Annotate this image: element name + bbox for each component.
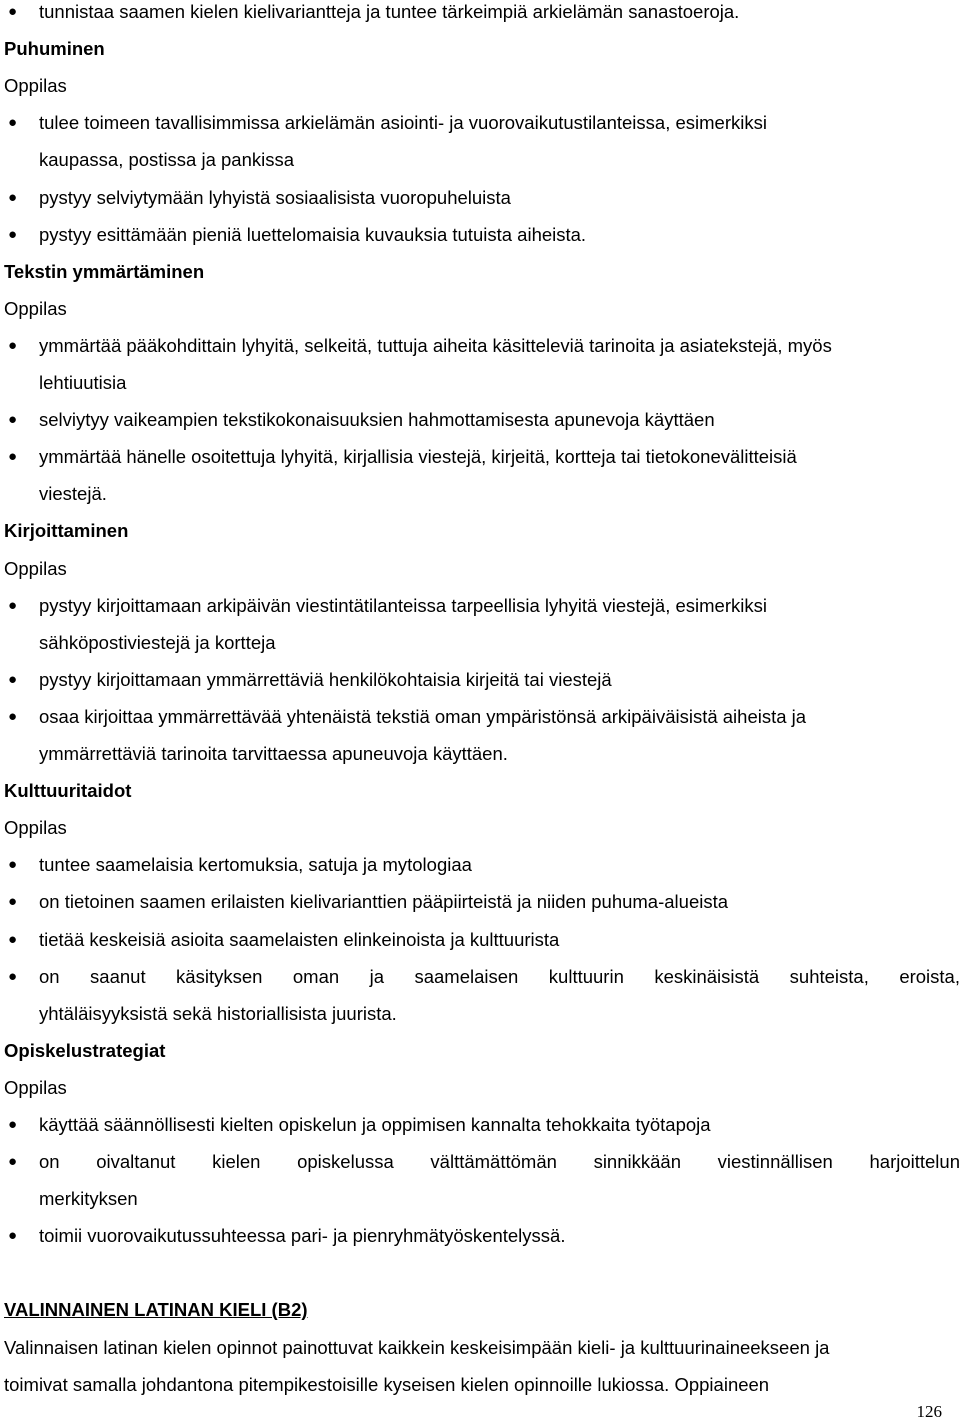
list-item-continuation: ymmärrettäviä tarinoita tarvittaessa apuneuvoja käyttäen.: [39, 743, 508, 764]
list-item-continuation: merkityksen: [39, 1188, 138, 1209]
list-item-text: pystyy kirjoittamaan arkipäivän viestintätilanteissa tarpeellisia lyhyitä viestejä, esimerkiksi: [39, 595, 767, 616]
bullet-icon: ●: [8, 671, 18, 688]
paragraph-line: Valinnaisen latinan kielen opinnot painottuvat kaikkein keskeisimpään kieli- ja kulttuurinaineekseen ja: [4, 1337, 830, 1358]
bullet-icon: ●: [8, 1153, 18, 1170]
bullet-icon: ●: [8, 411, 18, 428]
bullet-icon: ●: [8, 931, 18, 948]
bullet-icon: ●: [8, 708, 18, 725]
list-item-text: on saanut käsityksen oman ja saamelaisen kulttuurin keskinäisistä suhteista, eroista,: [39, 966, 960, 987]
bullet-icon: ●: [8, 337, 18, 354]
section-heading: Opiskelustrategiat: [4, 1040, 166, 1061]
list-item-text: tulee toimeen tavallisimmissa arkielämän asiointi- ja vuorovaikutustilanteissa, esimerkiksi: [39, 112, 767, 133]
list-item-continuation: sähköpostiviestejä ja kortteja: [39, 632, 276, 653]
bullet-icon: ●: [8, 114, 18, 131]
bullet-icon: ●: [8, 856, 18, 873]
chapter-title: VALINNAINEN LATINAN KIELI (B2): [4, 1299, 308, 1320]
list-item-continuation: lehtiuutisia: [39, 372, 127, 393]
bullet-icon: ●: [8, 3, 18, 20]
list-item-text: pystyy esittämään pieniä luettelomaisia kuvauksia tutuista aiheista.: [39, 224, 587, 245]
list-item-text: pystyy kirjoittamaan ymmärrettäviä henkilökohtaisia kirjeitä tai viestejä: [39, 669, 612, 690]
bullet-icon: ●: [8, 226, 18, 243]
bullet-icon: ●: [8, 893, 18, 910]
page-number: 126: [916, 1402, 942, 1421]
section-heading: Tekstin ymmärtäminen: [4, 261, 205, 282]
list-item-text: toimii vuorovaikutussuhteessa pari- ja pienryhmätyöskentelyssä.: [39, 1225, 566, 1246]
paragraph-line: Oppilas: [4, 75, 67, 96]
section-heading: Kulttuuritaidot: [4, 780, 132, 801]
list-item-continuation: yhtäläisyyksistä sekä historiallisista juurista.: [39, 1003, 397, 1024]
section-heading: Kirjoittaminen: [4, 520, 129, 541]
section-heading: Puhuminen: [4, 38, 105, 59]
paragraph-line: toimivat samalla johdantona pitempikestoisille kyseisen kielen opinnoille lukiossa. Oppiaineen: [4, 1374, 770, 1395]
bullet-icon: ●: [8, 1227, 18, 1244]
bullet-icon: ●: [8, 597, 18, 614]
list-item-text: ymmärtää pääkohdittain lyhyitä, selkeitä, tuttuja aiheita käsitteleviä tarinoita ja asiatekstejä, myös: [39, 335, 832, 356]
list-item-text: selviytyy vaikeampien tekstikokonaisuuksien hahmottamisesta apunevoja käyttäen: [39, 409, 715, 430]
paragraph-line: Oppilas: [4, 558, 67, 579]
list-item-text: tuntee saamelaisia kertomuksia, satuja ja mytologiaa: [39, 854, 472, 875]
list-item-text: osaa kirjoittaa ymmärrettävää yhtenäistä tekstiä oman ympäristönsä arkipäiväisistä aiheista ja: [39, 706, 807, 727]
bullet-icon: ●: [8, 968, 18, 985]
bullet-icon: ●: [8, 189, 18, 206]
list-item-text: on oivaltanut kielen opiskelussa välttämättömän sinnikkään viestinnällisen harjoittelun: [39, 1151, 960, 1172]
list-item-text: tietää keskeisiä asioita saamelaisten elinkeinoista ja kulttuurista: [39, 929, 560, 950]
list-item-continuation: kaupassa, postissa ja pankissa: [39, 149, 295, 170]
bullet-icon: ●: [8, 1116, 18, 1133]
list-item-text: pystyy selviytymään lyhyistä sosiaalisista vuoropuheluista: [39, 187, 511, 208]
paragraph-line: Oppilas: [4, 817, 67, 838]
paragraph-line: Oppilas: [4, 1077, 67, 1098]
list-item-text: tunnistaa saamen kielen kielivariantteja ja tuntee tärkeimpiä arkielämän sanastoeroja.: [39, 1, 740, 22]
list-item-continuation: viestejä.: [39, 483, 107, 504]
list-item-text: käyttää säännöllisesti kielten opiskelun ja oppimisen kannalta tehokkaita työtapoja: [39, 1114, 711, 1135]
list-item-text: on tietoinen saamen erilaisten kielivarianttien pääpiirteistä ja niiden puhuma-alueista: [39, 891, 729, 912]
list-item-text: ymmärtää hänelle osoitettuja lyhyitä, kirjallisia viestejä, kirjeitä, kortteja tai tietokonevälitteisiä: [39, 446, 797, 467]
bullet-icon: ●: [8, 448, 18, 465]
paragraph-line: Oppilas: [4, 298, 67, 319]
